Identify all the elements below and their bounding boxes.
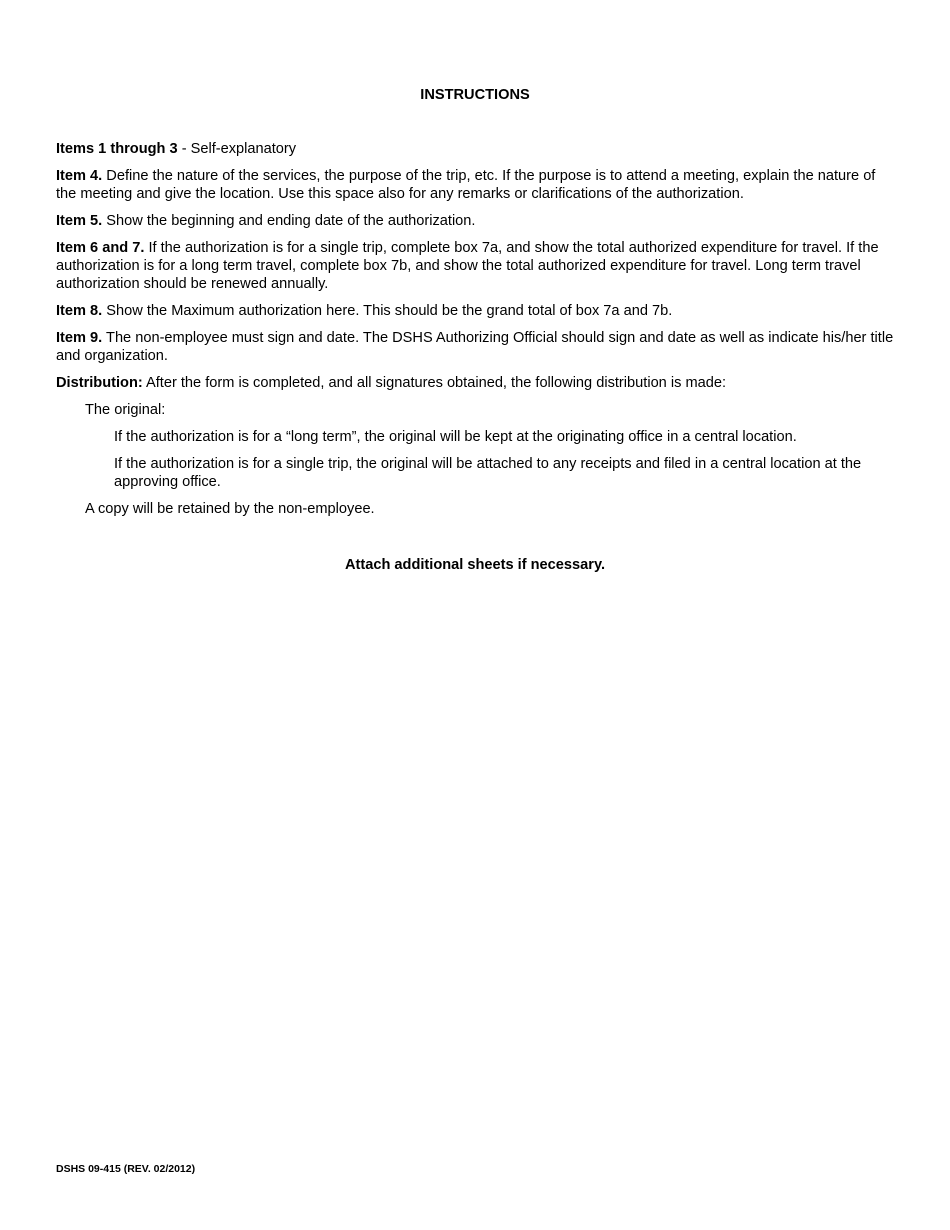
- item-4: [56, 167, 896, 203]
- single-trip-rule: If the authorization is for a single trip, the original will be attached to any receipts and filed in a central location at the approving office.: [114, 456, 862, 490]
- form-footer: DSHS 09-415 (REV. 02/2012): [56, 1163, 196, 1175]
- distribution: [56, 374, 896, 392]
- page-title: INSTRUCTIONS: [420, 87, 530, 103]
- item-8: [56, 302, 896, 320]
- item-text: Define the nature of the services, the purpose of the trip, etc. If the purpose is to attend a meeting, explain the nature of the meeting and give the location. Use this space also for any remarks or clarifications of the authorization.: [56, 168, 876, 202]
- item-text: If the authorization is for a single trip, complete box 7a, and show the total authorized expenditure for travel. If the authorization is for a long term travel, complete box 7b, and show the total authorized expenditure for travel. Long term travel authorization should be renewed annually.: [56, 240, 879, 292]
- closing-note: Attach additional sheets if necessary.: [344, 557, 606, 573]
- item-label: Distribution:: [56, 375, 143, 391]
- item-text: - Self-explanatory: [177, 141, 297, 157]
- item-text: Show the beginning and ending date of the authorization.: [102, 213, 476, 229]
- item-6-7: [56, 239, 896, 293]
- item-5: [56, 212, 896, 230]
- item-label: Item 9.: [56, 330, 103, 346]
- original-label: The original:: [85, 402, 166, 418]
- item-text: The non-employee must sign and date. The DSHS Authorizing Official should sign and date as well as indicate his/her title and organization.: [56, 330, 894, 364]
- item-label: Item 8.: [56, 303, 103, 319]
- item-1-3: [56, 140, 896, 158]
- instructions-body: [56, 140, 896, 527]
- item-label: Item 5.: [56, 213, 103, 229]
- long-term-rule: If the authorization is for a “long term”, the original will be kept at the originating office in a central location.: [114, 429, 797, 445]
- item-text: After the form is completed, and all signatures obtained, the following distribution is made:: [142, 375, 727, 391]
- item-label: Item 6 and 7.: [56, 240, 145, 256]
- copy-rule: A copy will be retained by the non-employee.: [85, 501, 375, 517]
- item-text: Show the Maximum authorization here. This should be the grand total of box 7a and 7b.: [102, 303, 673, 319]
- item-label: Item 4.: [56, 168, 103, 184]
- item-9: [56, 329, 896, 365]
- item-label: Items 1 through 3: [56, 141, 178, 157]
